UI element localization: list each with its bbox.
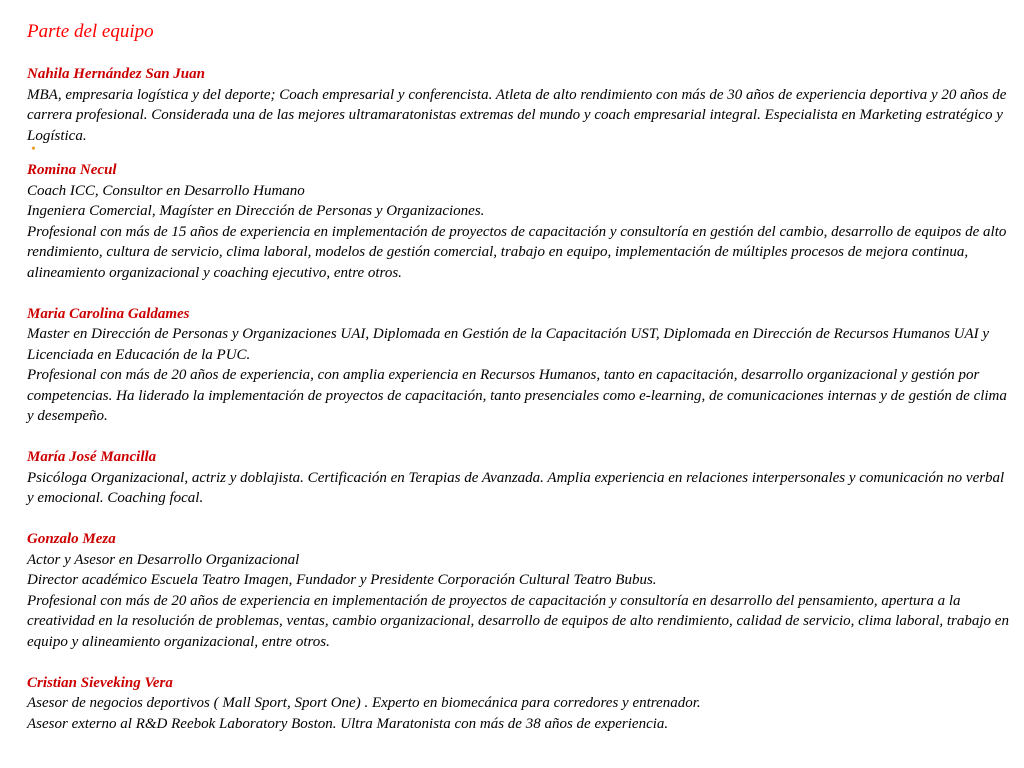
member-description: Director académico Escuela Teatro Imagen, Fundador y Presidente Corporación Cultural Teatro Bubus. — [27, 572, 657, 588]
slide-title: Parte del equipo — [27, 21, 154, 42]
team-member — [27, 160, 1010, 283]
member-name: Nahila Hernández San Juan — [27, 66, 205, 82]
member-description: Profesional con más de 15 años de experiencia en implementación de proyectos de capacitación y consultoría en gestión del cambio, desarrollo de equipos de alto rendimiento, cultura de servicio, clima laboral, modelos de gestión comercial, trabajo en equipo, implementación de múltiples procesos de mejora continua, alineamiento organizacional y coaching ejecutivo, entre otros. — [27, 223, 1007, 281]
team-member — [27, 447, 1010, 509]
member-name: Cristian Sieveking Vera — [27, 674, 173, 691]
member-description: Asesor externo al R&D Reebok Laboratory Boston. Ultra Maratonista con más de 38 años de experiencia. — [27, 715, 669, 732]
member-name: Romina Necul — [27, 162, 117, 178]
bullet-dot-icon: • — [31, 142, 36, 157]
member-description: Profesional con más de 20 años de experiencia en implementación de proyectos de capacitación y consultoría en desarrollo del pensamiento, apertura a la creatividad en la resolución de problemas, ventas, cambio organizacional, desarrollo de equipos de alto rendimiento, calidad de servicio, clima laboral, trabajo en equipo y alineamiento organizacional, entre otros. — [27, 592, 1009, 650]
member-name: Gonzalo Meza — [27, 531, 116, 547]
member-description: Profesional con más de 20 años de experiencia, con amplia experiencia en Recursos Humanos, tanto en capacitación, desarrollo organizacional y gestión por competencias. Ha liderado la implementación de proyectos de capacitación, tanto presenciales como e-learning, de comunicaciones internas y de gestión de clima y desempeño. — [27, 367, 1007, 424]
member-description: Ingeniera Comercial, Magíster en Dirección de Personas y Organizaciones. — [27, 203, 485, 219]
member-description: Psicóloga Organizacional, actriz y doblajista. Certificación en Terapias de Avanzada. Amplia experiencia en relaciones interpersonales y comunicación no verbal y emocional. Coaching focal. — [27, 469, 1005, 506]
team-member — [27, 673, 1010, 735]
member-description: Coach ICC, Consultor en Desarrollo Humano — [27, 182, 305, 199]
member-description: Asesor de negocios deportivos ( Mall Sport, Sport One) . Experto en biomecánica para corredores y entrenador. — [27, 695, 701, 711]
team-member — [27, 64, 1010, 156]
member-description: Master en Dirección de Personas y Organizaciones UAI, Diplomada en Gestión de la Capacitación UST, Diplomada en Dirección de Recursos Humanos UAI y Licenciada en Educación de la PUC. — [27, 326, 990, 363]
team-member — [27, 529, 1010, 652]
member-description: Actor y Asesor en Desarrollo Organizacional — [27, 551, 300, 568]
member-description: MBA, empresaria logística y del deporte; Coach empresarial y conferencista. Atleta de alto rendimiento con más de 30 años de experiencia deportiva y 20 años de carrera profesional. Considerada una de las mejores ultramaratonistas extremas del mundo y coach empresarial integral. Especialista en Marketing estratégico y Logística. — [27, 86, 1007, 144]
team-member — [27, 304, 1010, 427]
member-name: María José Mancilla — [27, 449, 157, 465]
member-name: Maria Carolina Galdames — [27, 305, 190, 322]
